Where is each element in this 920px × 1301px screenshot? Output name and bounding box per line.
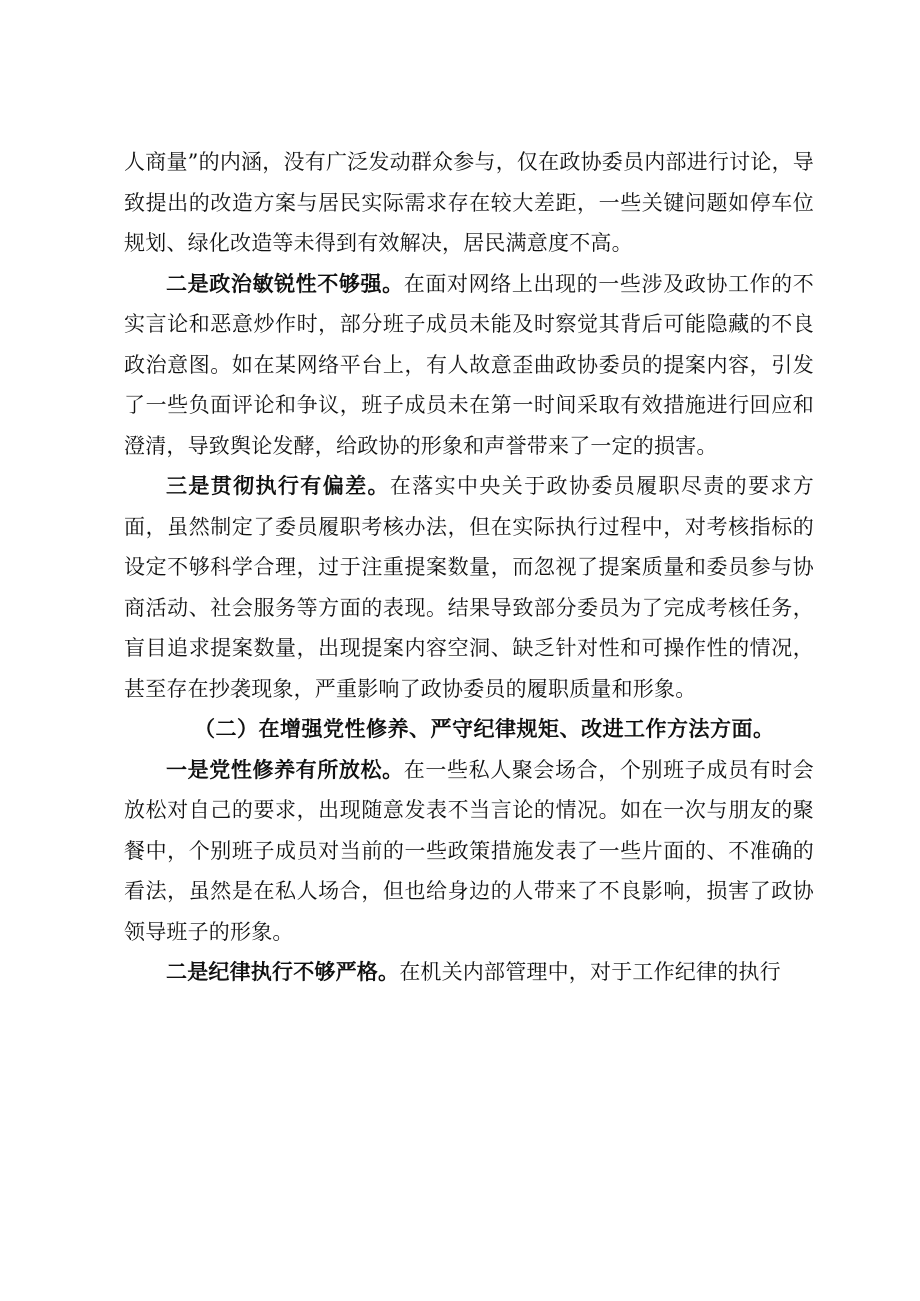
paragraph-lead: 二是政治敏锐性不够强。 [166,270,404,296]
section-heading-text: （二）在增强党性修养、严守纪律规矩、改进工作方法方面。 [194,716,775,741]
paragraph-party-cultivation [124,750,814,953]
section-heading [124,709,814,750]
paragraph-lead: 一是党性修养有所放松。 [166,756,404,782]
paragraph-text: 在一些私人聚会场合，个别班子成员有时会放松对自己的要求，出现随意发表不当言论的情况。如在一次与朋友的聚餐中，个别班子成员对当前的一些政策措施发表了一些片面的、不准确的看法，虽然是在私人场合，但也给身边的人带来了不良影响，损害了政协领导班子的形象。 [124,757,814,944]
document-body [124,142,814,993]
paragraph-continuation [124,142,814,264]
paragraph-discipline-enforcement [124,952,814,993]
paragraph-political-sensitivity [124,264,814,467]
paragraph-text: 在面对网络上出现的一些涉及政协工作的不实言论和恶意炒作时，部分班子成员未能及时察觉其背后可能隐藏的不良政治意图。如在某网络平台上，有人故意歪曲政协委员的提案内容，引发了一些负面评论和争议，班子成员未在第一时间采取有效措施进行回应和澄清，导致舆论发酵，给政协的形象和声誉带来了一定的损害。 [124,271,814,458]
paragraph-lead: 三是贯彻执行有偏差。 [166,473,390,498]
paragraph-implementation-deviation [124,466,814,709]
paragraph-text: 人商量”的内涵，没有广泛发动群众参与，仅在政协委员内部进行讨论，导致提出的改造方案与居民实际需求存在较大差距，一些关键问题如停车位规划、绿化改造等未得到有效解决，居民满意度不高。 [124,150,814,255]
paragraph-text: 在落实中央关于政协委员履职尽责的要求方面，虽然制定了委员履职考核办法，但在实际执行过程中，对考核指标的设定不够科学合理，过于注重提案数量，而忽视了提案质量和委员参与协商活动、社会服务等方面的表现。结果导致部分委员为了完成考核任务，盲目追求提案数量，出现提案内容空洞、缺乏针对性和可操作性的情况，甚至存在抄袭现象，严重影响了政协委员的履职质量和形象。 [124,474,814,701]
paragraph-text: 在机关内部管理中，对于工作纪律的执行 [399,960,781,984]
paragraph-lead: 二是纪律执行不够严格。 [166,959,400,984]
